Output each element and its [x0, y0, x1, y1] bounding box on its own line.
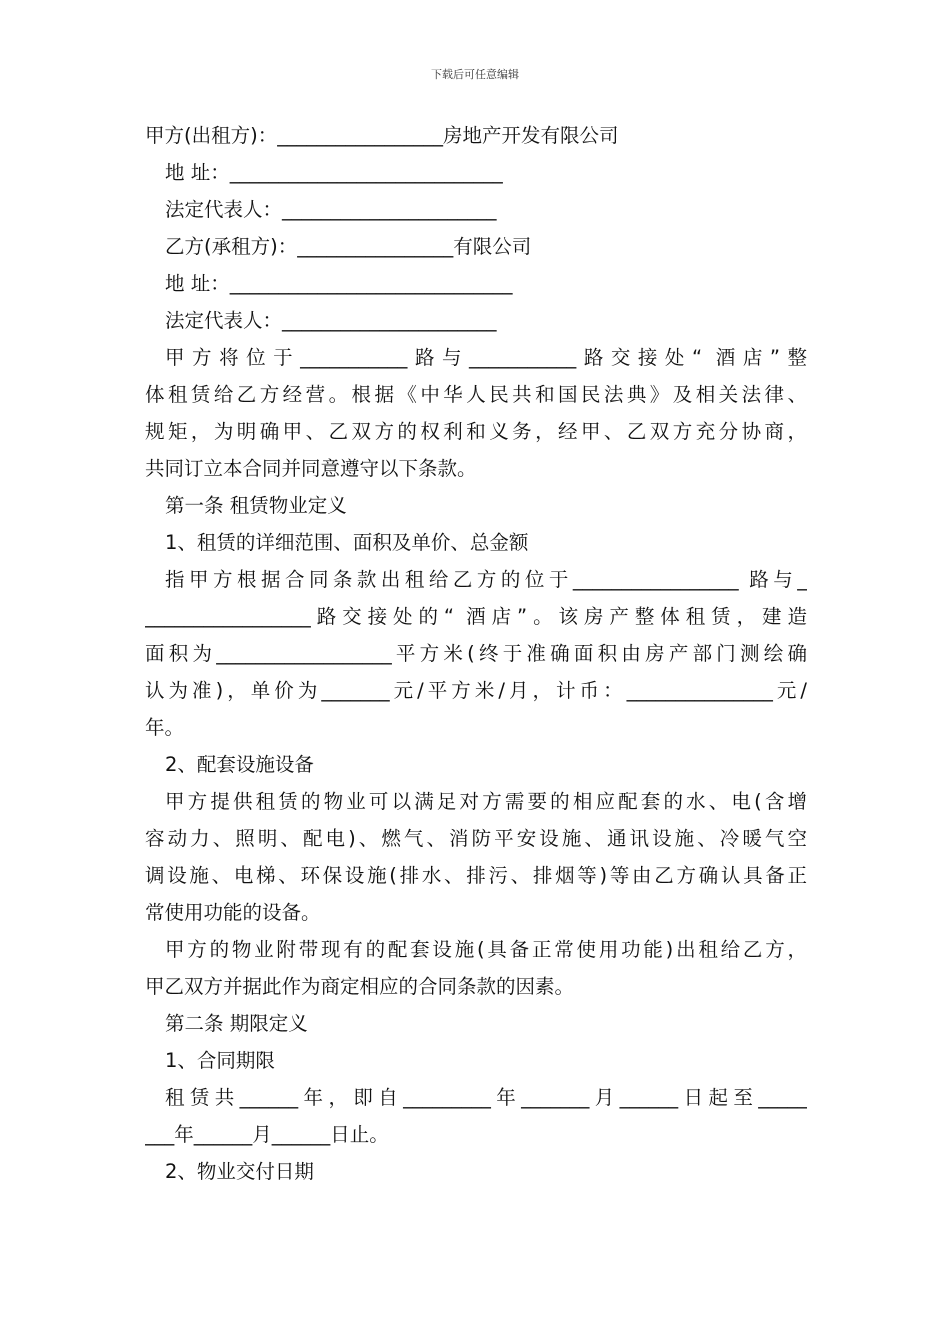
line-21: 调设施、电梯、环保设施(排水、排污、排烟等)等由乙方确认具备正 — [145, 864, 807, 887]
line-24: 甲乙双方并据此作为商定相应的合同条款的因素。 — [145, 975, 575, 998]
line-15: 面积为__________________平方米(终于准确面积由房产部门测绘确 — [145, 642, 807, 665]
line-6: 法定代表人：______________________ — [165, 309, 497, 332]
line-12: 1、租赁的详细范围、面积及单价、总金额 — [165, 531, 529, 554]
line-1: 甲方(出租方)：_________________房地产开发有限公司 — [145, 124, 619, 147]
line-26: 1、合同期限 — [165, 1049, 275, 1072]
contract-body — [145, 117, 807, 1190]
line-20: 容动力、照明、配电)、燃气、消防平安设施、通讯设施、冷暖气空 — [145, 827, 807, 850]
line-2: 地 址：____________________________ — [165, 161, 503, 184]
line-17: 年。 — [145, 716, 185, 739]
line-5: 地 址：_____________________________ — [165, 272, 513, 295]
line-10: 共同订立本合同并同意遵守以下条款。 — [145, 457, 477, 480]
line-22: 常使用功能的设备。 — [145, 901, 321, 924]
line-28: ___年______月______日止。 — [145, 1123, 389, 1146]
line-4: 乙方(承租方)：________________有限公司 — [165, 235, 532, 258]
line-18: 2、配套设施设备 — [165, 753, 314, 776]
line-8: 体租赁给乙方经营。根据《中华人民共和国民法典》及相关法律、 — [145, 383, 807, 406]
line-7: 甲方将位于___________路与___________路交接处“ 酒店”整 — [165, 346, 807, 369]
line-25: 第二条 期限定义 — [165, 1012, 308, 1035]
page-header: 下载后可任意编辑 — [431, 68, 519, 81]
line-23: 甲方的物业附带现有的配套设施(具备正常使用功能)出租给乙方， — [165, 938, 807, 961]
line-19: 甲方提供租赁的物业可以满足对方需要的相应配套的水、电(含增 — [165, 790, 807, 813]
line-9: 规矩，为明确甲、乙双方的权利和义务，经甲、乙双方充分协商， — [145, 420, 807, 443]
line-29: 2、物业交付日期 — [165, 1160, 314, 1183]
line-16: 认为准)，单价为_______元/平方米/月，计币：_______________元/ — [145, 679, 807, 702]
line-3: 法定代表人：______________________ — [165, 198, 497, 221]
line-13: 指甲方根据合同条款出租给乙方的位于_________________ 路与_ — [165, 568, 807, 591]
line-27: 租赁共______年，即自_________年_______月______日起至_____ — [165, 1086, 807, 1109]
line-14: _________________路交接处的“ 酒店”。该房产整体租赁，建造 — [145, 605, 807, 628]
line-11: 第一条 租赁物业定义 — [165, 494, 347, 517]
